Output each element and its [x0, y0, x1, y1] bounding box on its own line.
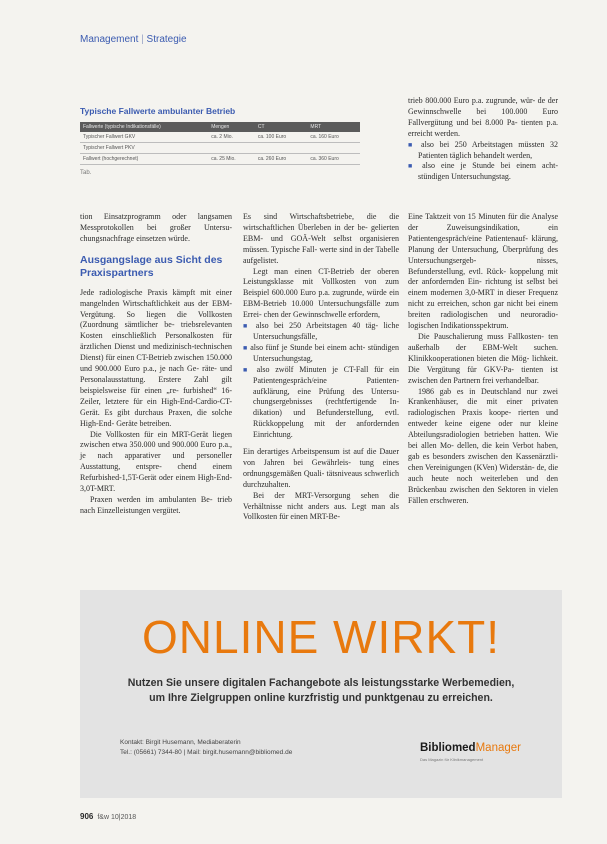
- table-cell: [255, 143, 308, 154]
- ad-subtext-line: Nutzen Sie unsere digitalen Fachangebote als leistungsstarke Werbemedien,: [127, 677, 515, 689]
- page-footer: [80, 812, 136, 821]
- fallwerte-figure: [80, 106, 360, 176]
- table-header-cell: Fallwerte (typische Indikationsfälle): [80, 122, 208, 132]
- bibliomed-manager-logo: [420, 738, 550, 766]
- header-separator: |: [141, 34, 144, 45]
- paragraph: Legt man einen CT-Betrieb der oberen Leistungsklasse mit Vollkosten von zum Beispiel 600.000 Euro p.a. zugrunde, würde ein EBM-Betrieb 10.000 Untersuchungsfälle zum Errei- chen der Gewinnschwelle erfordern,: [243, 266, 399, 320]
- bullet-item: ■ also eine je Stunde bei einem acht- stündigen Untersuchungstag.: [408, 161, 558, 183]
- paragraph: Die Vollkosten für ein MRT-Gerät liegen zwischen etwa 350.000 und 900.000 Euro p.a., je nach apparativer und personeller Ausstattung, entspre- chend einem Refurbished-1,5T-Gerät oder einem High-End-3,0T-MRT.: [80, 429, 232, 494]
- paragraph: Ein derartiges Arbeitspensum ist auf die Dauer von Jahren bei Gewährleis- tung eines ordnungsgemäßen Quali- tätsniveaus schwerlich durchzuhalten.: [243, 447, 399, 489]
- running-header: [80, 34, 187, 45]
- column-3: [408, 212, 558, 506]
- table-cell: ca. 260 Euro: [255, 154, 308, 165]
- table-cell: ca. 25 Mio.: [208, 154, 255, 165]
- column-2: [243, 212, 399, 523]
- bullet-item: ■ also zwölf Minuten je CT-Fall für ein Patientengespräch/eine Patienten- aufklärung, eine Prüfung des Untersu- chungsergebnisses (rechtfertigende In- dikation) und Befunderstellung, evtl. Rückkoppelung mit der anfordernden Einrichtung.: [243, 365, 399, 441]
- table-cell: [307, 143, 360, 154]
- ad-headline: ONLINE WIRKT!: [141, 611, 501, 663]
- paragraph: Eine Taktzeit von 15 Minuten für die Analyse der Zuweisungsindikation, ein Patientengespräch/eine Patientenauf- klärung, Planung der Untersuchung, Überprüfung des Untersuchungsergeb- nisses, Befunderstellung, evtl. Rück- koppelung mit der anfordernden Ein- richtung ist selbst bei einem modernen 3,0-MRT in dieser Frequenz nicht zu erreichen, schon gar nicht bei einem breiten radiologischen und neuroradio- logischen Indikationsspektrum.: [408, 212, 558, 331]
- table-row: [80, 154, 360, 165]
- table-header-cell: Mengen: [208, 122, 255, 132]
- paragraph: trieb 800.000 Euro p.a. zugrunde, wür- de der Gewinnschwelle bei 100.000 Euro Fallvergütung und bei 8.000 Pa- tienten p.a. erreicht werden.: [408, 96, 558, 138]
- ad-subtext-line: um Ihre Zielgruppen online kurzfristig und punktgenau zu erreichen.: [149, 692, 493, 704]
- ad-contact-details: Tel.: (05661) 7344-80 | Mail: birgit.husemann@bibliomed.de: [120, 749, 293, 756]
- table-cell: Typischer Fallwert PKV: [80, 143, 208, 154]
- bullet-item: ■ also bei 250 Arbeitstagen 40 täg- liche Untersuchungsfälle,: [243, 321, 399, 343]
- column-3-top: [408, 96, 558, 183]
- table-row: [80, 132, 360, 143]
- logo-main-text: Bibliomed: [420, 742, 476, 754]
- table-cell: ca. 160 Euro: [307, 132, 360, 143]
- page-number: 906: [80, 812, 94, 821]
- table-cell: ca. 360 Euro: [307, 154, 360, 165]
- logo-tagline: Das Magazin für Klinikmanagement: [420, 757, 484, 762]
- table-cell: Typischer Fallwert GKV: [80, 132, 208, 143]
- bullet-item: ■ also fünf je Stunde bei einem acht- stündigen Untersuchungstag,: [243, 343, 399, 365]
- paragraph: Jede radiologische Praxis kämpft mit einer mangelnden Wirtschaftlichkeit aus der EBM-Vergütung. So liegen die Vollkosten (Zuordnung sämtlicher be- triebsrelevanten Kosten einschließlich Personalkosten für ärztlichen Dienst und medizinisch-technischen Dienst) für einen CT-Betrieb zwischen 150.000 und 900.000 Euro p.a., je nach Ge- räte- und Personalausstattung. Erstere Zahl gilt beispielsweise für einen „re- furbished“ 16-Zeiler, letztere für ein High-End-Cardio-CT-Gerät. Es gibt durchaus Praxen, die solche High-End- Geräte betreiben.: [80, 287, 232, 428]
- table-cell: ca. 2 Mio.: [208, 132, 255, 143]
- figure-source: Tab.: [80, 170, 92, 176]
- table-header-cell: MRT: [307, 122, 360, 132]
- table-header-row: [80, 122, 360, 132]
- paragraph: Es sind Wirtschaftsbetriebe, die die wirtschaftlichen Überleben in der be- gelierten EBM- und GOÄ-Welt selbst organisieren müssen. Typische Fall- werte sind in der Tabelle aufgelistet.: [243, 212, 399, 265]
- header-subsection: Strategie: [146, 34, 187, 45]
- ad-subtext: [80, 676, 562, 706]
- paragraph: Die Pauschalierung muss Fallkosten- ten außerhalb der EBM-Welt suchen. Klinikkooperationen bieten die Mög- lichkeit. Die Vergütung für GKV-Pa- tienten ist zwischen den Partnern frei verhandelbar.: [408, 331, 558, 385]
- table-cell: [208, 143, 255, 154]
- table-cell: ca. 100 Euro: [255, 132, 308, 143]
- paragraph: tion Einsatzprogramm oder langsamen Messprotokollen bei großer Untersu- chungsnachfrage einsetzen würde.: [80, 212, 232, 243]
- table-cell: Fallwert (hochgerechnet): [80, 154, 208, 165]
- figure-title: Typische Fallwerte ambulanter Betrieb: [80, 106, 236, 116]
- advertisement[interactable]: [80, 590, 562, 798]
- bullet-item: ■ also bei 250 Arbeitstagen müssten 32 Patienten täglich behandelt werden,: [408, 140, 558, 162]
- section-heading: Ausgangslage aus Sicht des Praxispartners: [80, 253, 223, 279]
- ad-contact: [120, 738, 292, 758]
- logo-accent-text: Manager: [475, 742, 521, 754]
- table-header-cell: CT: [255, 122, 308, 132]
- paragraph: 1986 gab es in Deutschland nur zwei Krankenhäuser, die mit einer privaten radiologischen Praxis koope- rierten und entweder keine eigene oder nur kleine Abteilungsradiologien betrieben hatten. Wie bei allen Mo- dellen, die kein Verbot haben, gab es besonders zwischen den Kassenärztli- chen Vereinigungen (KVen) Widerstän- de, die auch heute noch weiterleben und den Brückenbau zwischen den Sektoren in vielen Fällen erschweren.: [408, 386, 558, 505]
- table-row: [80, 143, 360, 154]
- fallwerte-table: [80, 122, 360, 165]
- issue-label: f&w 10|2018: [97, 814, 137, 821]
- paragraph: Praxen werden im ambulanten Be- trieb nach Einzelleistungen vergütet.: [80, 494, 232, 515]
- ad-contact-person: Kontakt: Birgit Husemann, Mediaberaterin: [120, 739, 241, 746]
- header-section: Management: [80, 34, 139, 45]
- paragraph: Bei der MRT-Versorgung sehen die Verhältnisse nicht anders aus. Legt man als Vollkosten für einen MRT-Be-: [243, 490, 399, 522]
- column-1: [80, 212, 232, 517]
